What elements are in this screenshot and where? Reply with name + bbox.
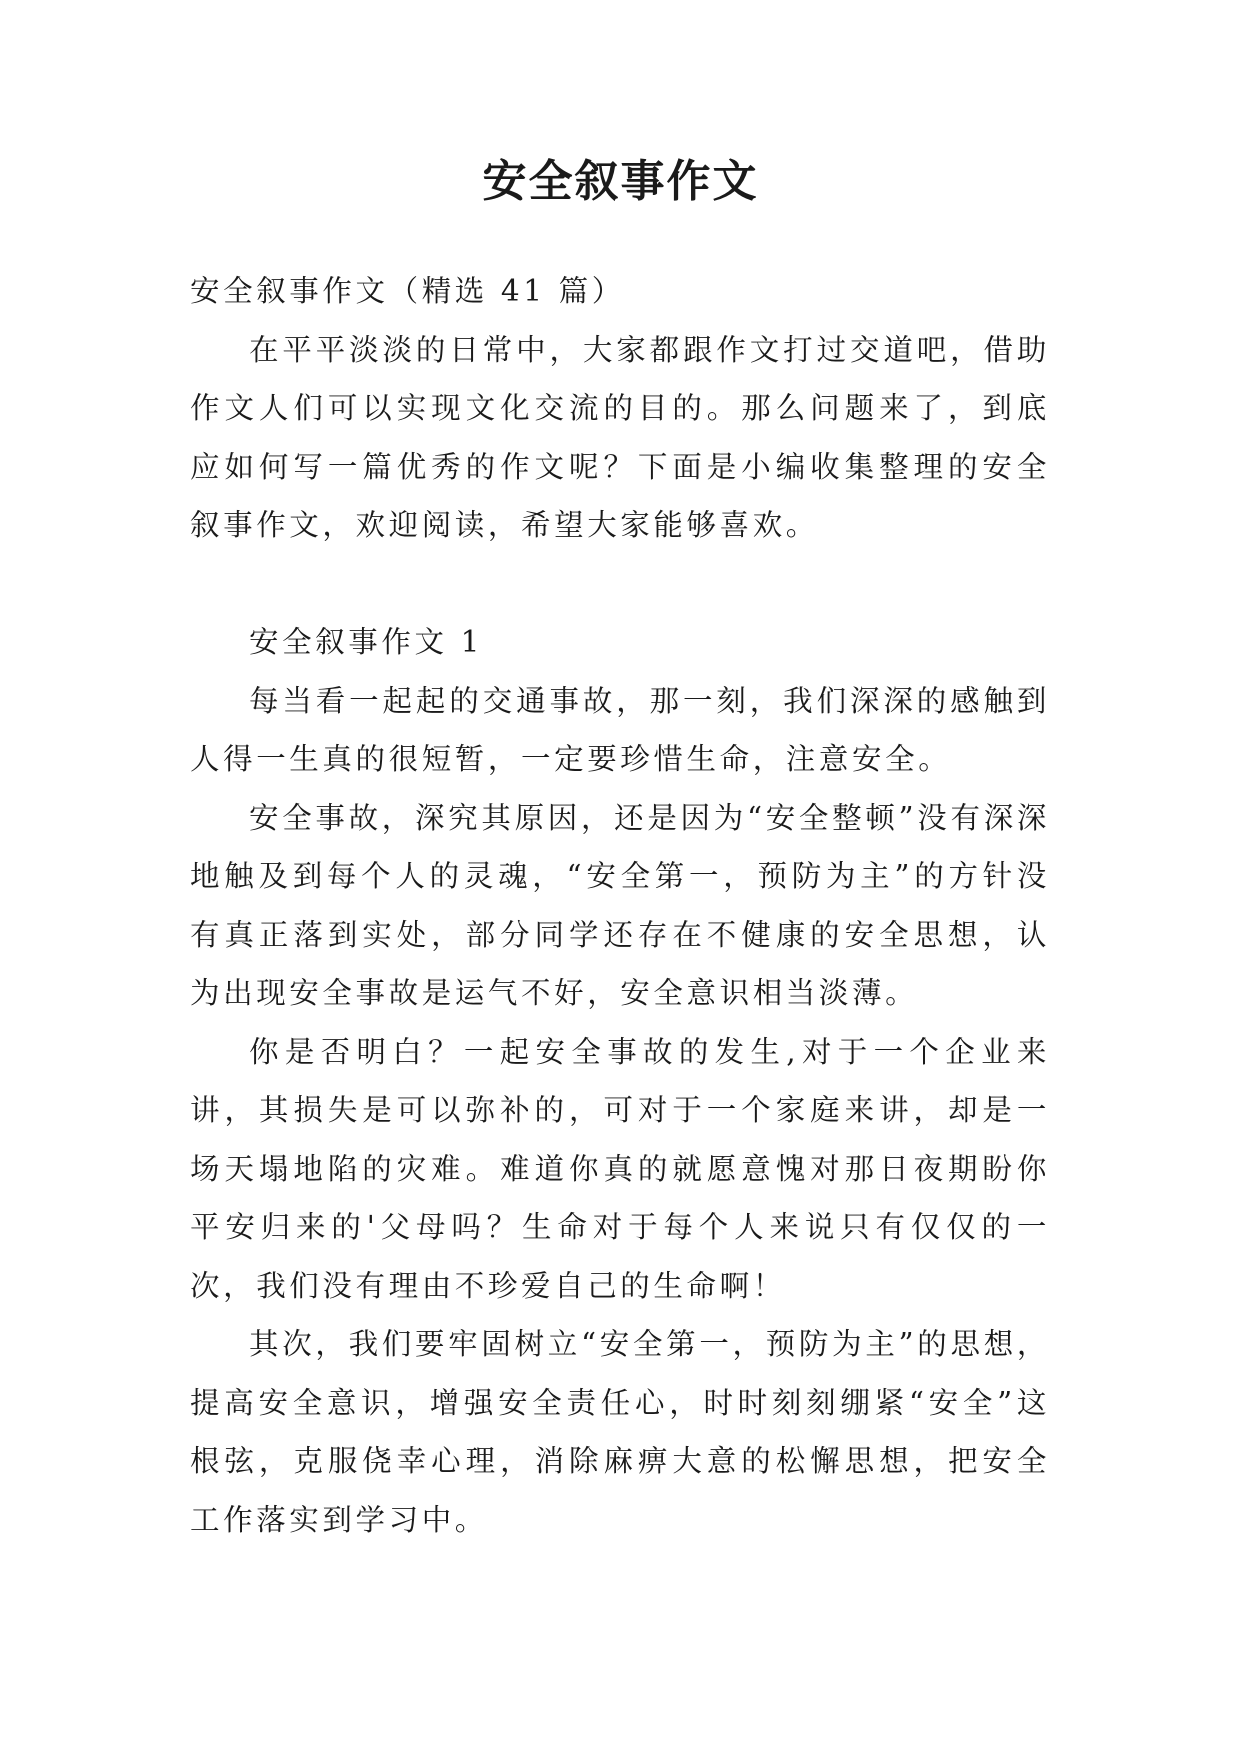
body-paragraph: 每当看一起起的交通事故，那一刻，我们深深的感触到人得一生真的很短暂，一定要珍惜生命，注意安全。	[190, 683, 1050, 776]
document-body	[190, 262, 1050, 1549]
intro-paragraph: 在平平淡淡的日常中，大家都跟作文打过交道吧，借助作文人们可以实现文化交流的目的。那么问题来了，到底应如何写一篇优秀的作文呢？下面是小编收集整理的安全叙事作文，欢迎阅读，希望大家能够喜欢。	[190, 332, 1050, 542]
body-paragraph: 其次，我们要牢固树立“安全第一，预防为主”的思想，提高安全意识，增强安全责任心，时时刻刻绷紧“安全”这根弦，克服侥幸心理，消除麻痹大意的松懈思想，把安全工作落实到学习中。	[190, 1327, 1050, 1537]
body-paragraph: 你是否明白？一起安全事故的发生,对于一个企业来讲，其损失是可以弥补的，可对于一个家庭来讲，却是一场天塌地陷的灾难。难道你真的就愿意愧对那日夜期盼你平安归来的'父母吗？生命对于每个人来说只有仅仅的一次，我们没有理由不珍爱自己的生命啊！	[190, 1034, 1050, 1303]
section-title: 安全叙事作文 1	[249, 625, 483, 659]
document-subtitle: 安全叙事作文（精选 41 篇）	[190, 274, 625, 308]
document-title: 安全叙事作文	[482, 156, 759, 207]
body-paragraph: 安全事故，深究其原因，还是因为“安全整顿”没有深深地触及到每个人的灵魂，“安全第一，预防为主”的方针没有真正落到实处，部分同学还存在不健康的安全思想，认为出现安全事故是运气不好，安全意识相当淡薄。	[190, 800, 1050, 1010]
